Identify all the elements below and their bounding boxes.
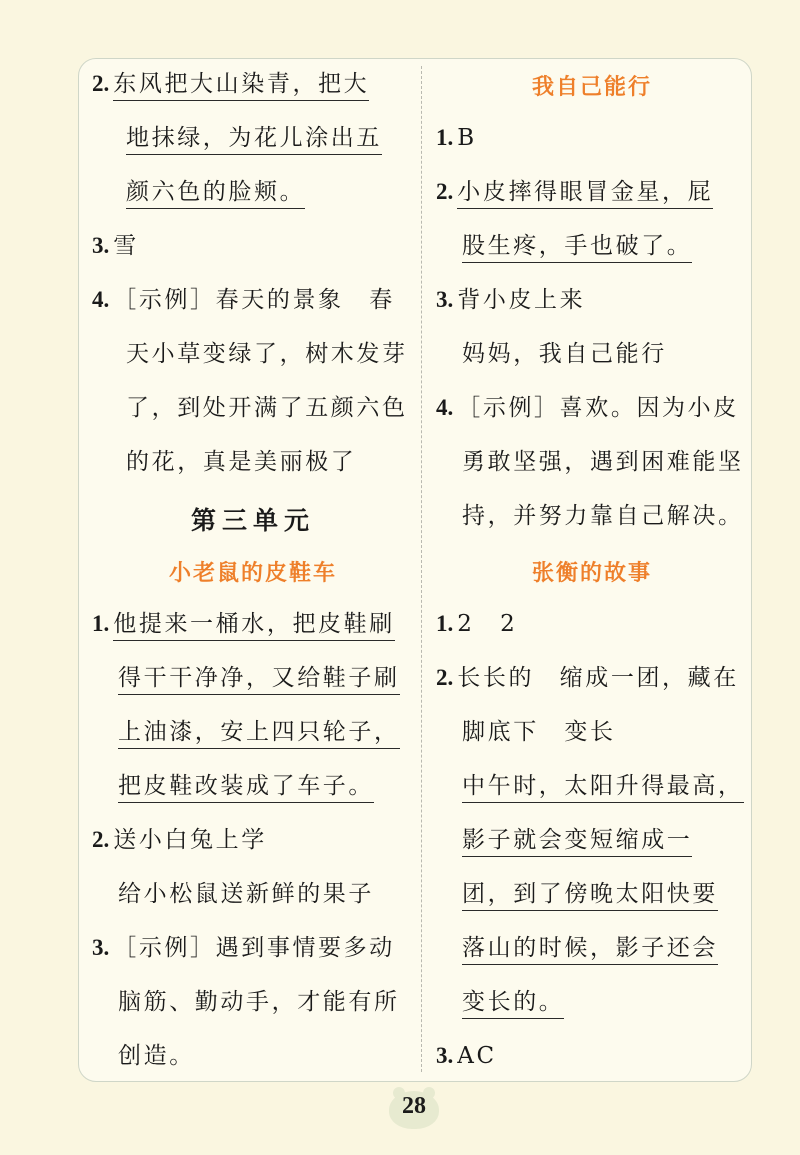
lesson-title: 张衡的故事 (531, 561, 652, 586)
answer-line: 股生疼，手也破了。 (462, 233, 692, 263)
answer-line: 的花，真是美丽极了 (126, 449, 357, 475)
answer-line: 他提来一桶水，把皮鞋刷 (113, 611, 395, 641)
answer-line: 团，到了傍晚太阳快要 (462, 881, 718, 911)
answer-item (92, 600, 414, 648)
answer-line: 中午时，太阳升得最高， (462, 773, 744, 803)
answer-text: B (457, 125, 477, 151)
answer-item (436, 384, 748, 432)
answer-line-row (92, 438, 414, 486)
answer-line: 送小白兔上学 (113, 827, 267, 853)
lesson-title: 我自己能行 (531, 75, 652, 100)
answer-line: 给小松鼠送新鲜的果子 (118, 881, 374, 907)
lesson-title: 小老鼠的皮鞋车 (168, 561, 337, 586)
answer-line: 长长的 缩成一团，藏在 (457, 665, 739, 691)
answer-item (436, 1032, 748, 1080)
answer-line-row (436, 708, 748, 756)
answer-line: ［示例］春天的景象 春 (113, 287, 395, 313)
answer-line-row (436, 762, 748, 810)
item-number: 1. (436, 611, 454, 636)
answer-line: 勇敢坚强，遇到困难能坚 (462, 449, 744, 475)
answer-item (436, 114, 748, 162)
answer-line: 变长的。 (462, 989, 564, 1019)
answer-line-row (92, 1032, 414, 1080)
answer-line-row (436, 492, 748, 540)
item-number: 2. (436, 179, 454, 204)
item-number: 3. (92, 233, 110, 258)
answer-line-row (92, 168, 414, 216)
answer-item (436, 600, 748, 648)
answer-line: ［示例］喜欢。因为小皮 (457, 395, 739, 421)
item-number: 1. (92, 611, 110, 636)
item-number: 3. (92, 935, 110, 960)
item-number: 2. (92, 71, 110, 96)
answer-line-row (436, 816, 748, 864)
answer-item (92, 60, 414, 108)
answer-item (436, 168, 748, 216)
unit-title: 第三单元 (190, 506, 315, 535)
item-number: 1. (436, 125, 454, 150)
item-number: 4. (92, 287, 110, 312)
answer-line: 颜六色的脸颊。 (126, 179, 305, 209)
answer-line: 妈妈，我自己能行 (462, 341, 667, 367)
item-number: 2. (436, 665, 454, 690)
answer-line: 地抹绿，为花儿涂出五 (126, 125, 382, 155)
item-number: 4. (436, 395, 454, 420)
answer-line: 东风把大山染青，把大 (113, 71, 369, 101)
answer-line-row (436, 438, 748, 486)
answer-line-row (92, 114, 414, 162)
answer-line-row (436, 924, 748, 972)
item-number: 3. (436, 287, 454, 312)
answer-line-row (92, 654, 414, 702)
answer-line: 了，到处开满了五颜六色 (126, 395, 408, 421)
answer-item (436, 654, 748, 702)
answer-line: ［示例］遇到事情要多动 (113, 935, 395, 961)
answer-line: 小皮摔得眼冒金星，屁 (457, 179, 713, 209)
answer-text: AC (457, 1043, 497, 1069)
page-number: 28 (402, 1093, 426, 1119)
answer-item (92, 276, 414, 324)
answer-line-row (436, 978, 748, 1026)
answer-line: 持，并努力靠自己解决。 (462, 503, 744, 529)
answer-line-row (92, 384, 414, 432)
answer-item (92, 222, 414, 270)
answer-text: 雪 (113, 233, 139, 259)
answer-item (92, 816, 414, 864)
answer-line-row (436, 330, 748, 378)
answer-text: 2 2 (457, 611, 518, 637)
answer-line-row (436, 870, 748, 918)
answer-item (92, 924, 414, 972)
answer-line: 落山的时候，影子还会 (462, 935, 718, 965)
answer-line-row (436, 222, 748, 270)
answer-line: 得干干净净，又给鞋子刷 (118, 665, 400, 695)
answer-item (436, 276, 748, 324)
page-number-badge (389, 1085, 439, 1131)
column-divider (421, 66, 422, 1072)
answer-line: 把皮鞋改装成了车子。 (118, 773, 374, 803)
answer-line-row (92, 978, 414, 1026)
answer-line-row (92, 870, 414, 918)
answer-line: 脚底下 变长 (462, 719, 616, 745)
answer-line: 天小草变绿了，树木发芽 (126, 341, 408, 367)
answer-line: 创造。 (118, 1043, 195, 1069)
answer-line: 影子就会变短缩成一 (462, 827, 692, 857)
answer-line-row (92, 330, 414, 378)
answer-line: 上油漆，安上四只轮子， (118, 719, 400, 749)
answer-line: 脑筋、勤动手，才能有所 (118, 989, 400, 1015)
item-number: 2. (92, 827, 110, 852)
answer-line: 背小皮上来 (457, 287, 586, 313)
answer-line-row (92, 762, 414, 810)
answer-line-row (92, 708, 414, 756)
item-number: 3. (436, 1043, 454, 1068)
